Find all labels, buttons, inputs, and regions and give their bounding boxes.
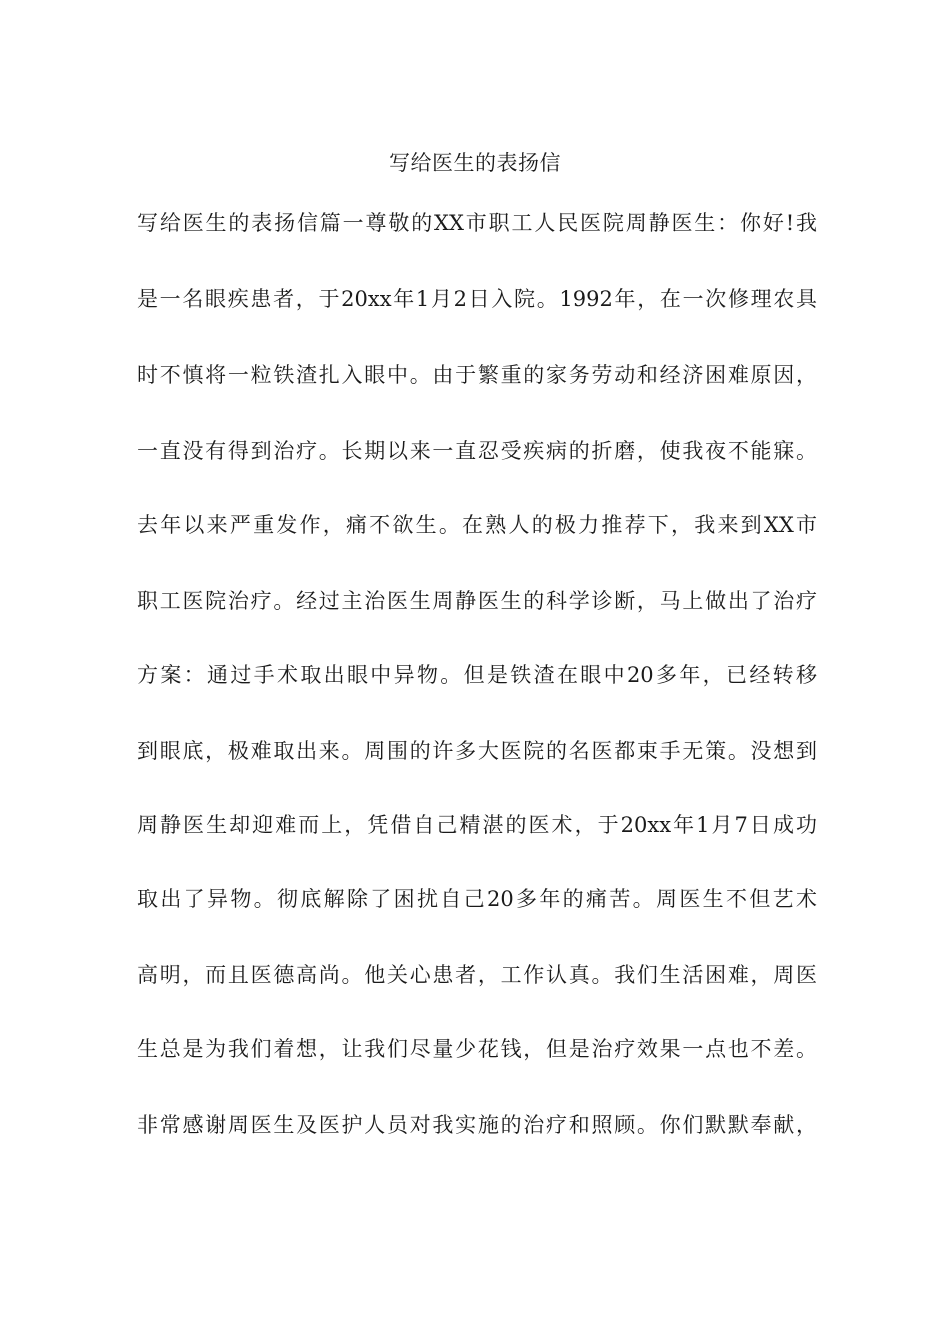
body-line: 去年以来严重发作，痛不欲生。在熟人的极力推荐下，我来到XX市 xyxy=(137,513,817,537)
body-line: 是一名眼疾患者，于20xx年1月2日入院。1992年，在一次修理农具 xyxy=(137,287,817,311)
body-line: 一直没有得到治疗。长期以来一直忍受疾病的折磨，使我夜不能寐。 xyxy=(137,439,817,463)
body-line: 非常感谢周医生及医护人员对我实施的治疗和照顾。你们默默奉献， xyxy=(137,1113,817,1137)
body-line: 职工医院治疗。经过主治医生周静医生的科学诊断，马上做出了治疗 xyxy=(137,589,817,613)
body-line: 写给医生的表扬信篇一尊敬的XX市职工人民医院周静医生：你好!我 xyxy=(137,211,817,235)
body-line: 周静医生却迎难而上，凭借自己精湛的医术，于20xx年1月7日成功 xyxy=(137,813,817,837)
body-line: 取出了异物。彻底解除了困扰自己20多年的痛苦。周医生不但艺术 xyxy=(137,887,817,911)
body-line: 到眼底，极难取出来。周围的许多大医院的名医都束手无策。没想到 xyxy=(137,739,817,763)
body-line: 方案：通过手术取出眼中异物。但是铁渣在眼中20多年，已经转移 xyxy=(137,663,817,687)
body-line: 高明，而且医德高尚。他关心患者，工作认真。我们生活困难，周医 xyxy=(137,963,817,987)
document-title: 写给医生的表扬信 xyxy=(389,151,561,175)
body-line: 生总是为我们着想，让我们尽量少花钱，但是治疗效果一点也不差。 xyxy=(137,1037,817,1061)
body-line: 时不慎将一粒铁渣扎入眼中。由于繁重的家务劳动和经济困难原因， xyxy=(137,363,817,387)
